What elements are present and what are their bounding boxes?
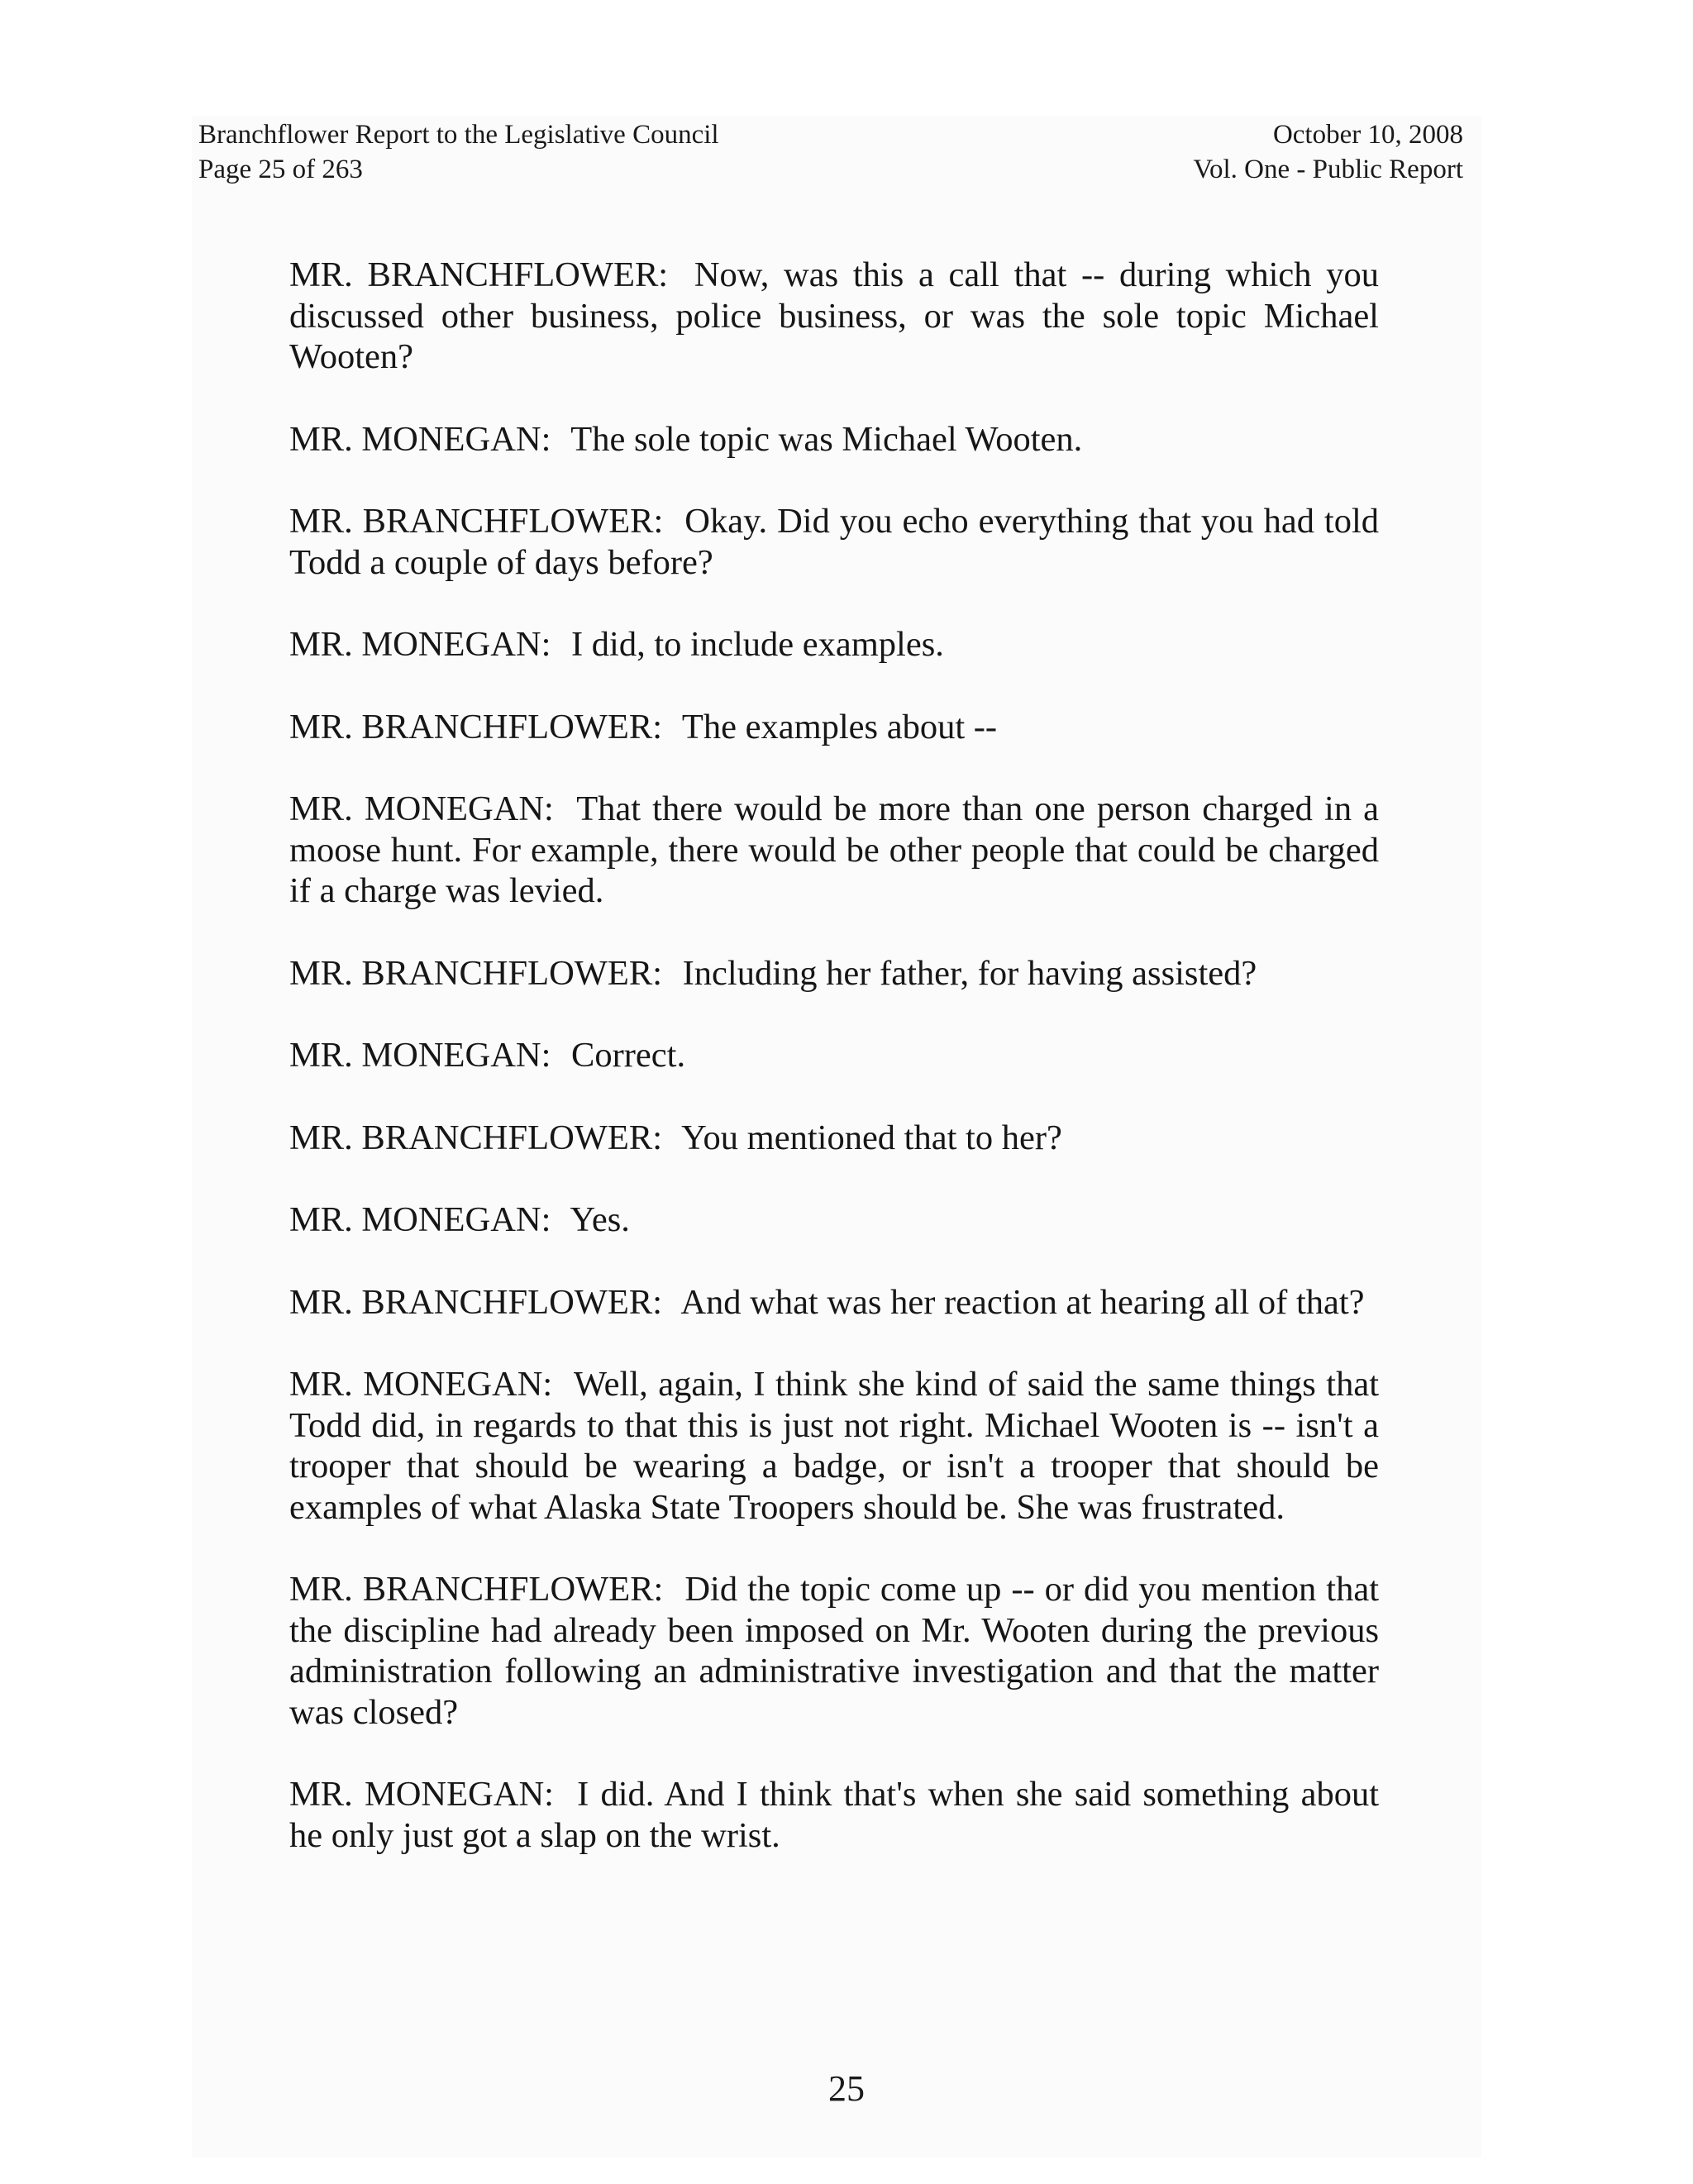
transcript-paragraph (289, 1569, 1379, 1733)
report-volume: Vol. One - Public Report (1193, 155, 1463, 184)
speaker-label: MR. BRANCHFLOWER: (289, 1282, 663, 1322)
transcript-paragraph (289, 1282, 1379, 1323)
transcript-paragraph (289, 1774, 1379, 1856)
speaker-label: MR. MONEGAN: (289, 1775, 554, 1814)
statement-text: Well, again, I think she kind of said the same things that Todd did, in regards to that this is just not right. Michael Wooten is -- isn't a trooper that should be wearing a badge, or isn't a trooper that should be examples of what Alaska State Troopers should be. She was frustrated. (289, 1365, 1380, 1527)
transcript-paragraph (289, 1118, 1379, 1159)
statement-text: I did. And I think that's when she said something about he only just got a slap on the wrist. (289, 1775, 1380, 1855)
report-title: Branchflower Report to the Legislative Council (198, 120, 719, 150)
transcript-paragraph (289, 1364, 1379, 1528)
transcript-paragraph (289, 953, 1379, 994)
transcript-paragraph (289, 1035, 1379, 1076)
statement-text: Did the topic come up -- or did you mention that the discipline had already been imposed on Mr. Wooten during the previous administration following an administrative investigation and that the matter was closed? (289, 1570, 1379, 1732)
statement-text: Now, was this a call that -- during which you discussed other business, police business, or was the sole topic Michael Wooten? (289, 255, 1379, 376)
statement-text: I did, to include examples. (571, 625, 944, 664)
statement-text: Including her father, for having assisted? (682, 953, 1257, 993)
speaker-label: MR. MONEGAN: (289, 625, 551, 664)
statement-text: The examples about -- (681, 707, 998, 746)
statement-text: Yes. (570, 1200, 630, 1239)
speaker-label: MR. BRANCHFLOWER: (289, 502, 664, 541)
page-number: 25 (828, 2068, 865, 2109)
speaker-label: MR. MONEGAN: (289, 1036, 551, 1075)
statement-text: The sole topic was Michael Wooten. (570, 419, 1083, 459)
statement-text: And what was her reaction at hearing all of that? (680, 1282, 1365, 1322)
statement-text: Correct. (571, 1036, 686, 1075)
speaker-label: MR. BRANCHFLOWER: (289, 953, 663, 993)
report-date: October 10, 2008 (1272, 120, 1463, 150)
transcript-paragraph (289, 501, 1379, 583)
page-indicator: Page 25 of 263 (198, 155, 363, 184)
header-right (1193, 117, 1463, 187)
transcript-paragraph (289, 255, 1379, 378)
transcript-paragraph (289, 789, 1379, 912)
transcript-paragraph (289, 419, 1379, 460)
speaker-label: MR. BRANCHFLOWER: (289, 1118, 663, 1157)
transcript-paragraph (289, 624, 1379, 665)
speaker-label: MR. MONEGAN: (289, 419, 551, 459)
speaker-label: MR. BRANCHFLOWER: (289, 1570, 664, 1609)
speaker-label: MR. MONEGAN: (289, 789, 554, 828)
transcript-paragraph (289, 707, 1379, 748)
statement-text: You mentioned that to her? (681, 1118, 1062, 1157)
speaker-label: MR. BRANCHFLOWER: (289, 255, 669, 294)
speaker-label: MR. MONEGAN: (289, 1365, 553, 1404)
statement-text: Okay. Did you echo everything that you had told Todd a couple of days before? (289, 502, 1380, 582)
header-left (198, 117, 719, 187)
speaker-label: MR. MONEGAN: (289, 1200, 551, 1239)
transcript-paragraph (289, 1199, 1379, 1241)
speaker-label: MR. BRANCHFLOWER: (289, 707, 663, 746)
statement-text: That there would be more than one person charged in a moose hunt. For example, there would be other people that could be charged if a charge was levied. (289, 789, 1380, 910)
transcript-body (289, 255, 1379, 1897)
